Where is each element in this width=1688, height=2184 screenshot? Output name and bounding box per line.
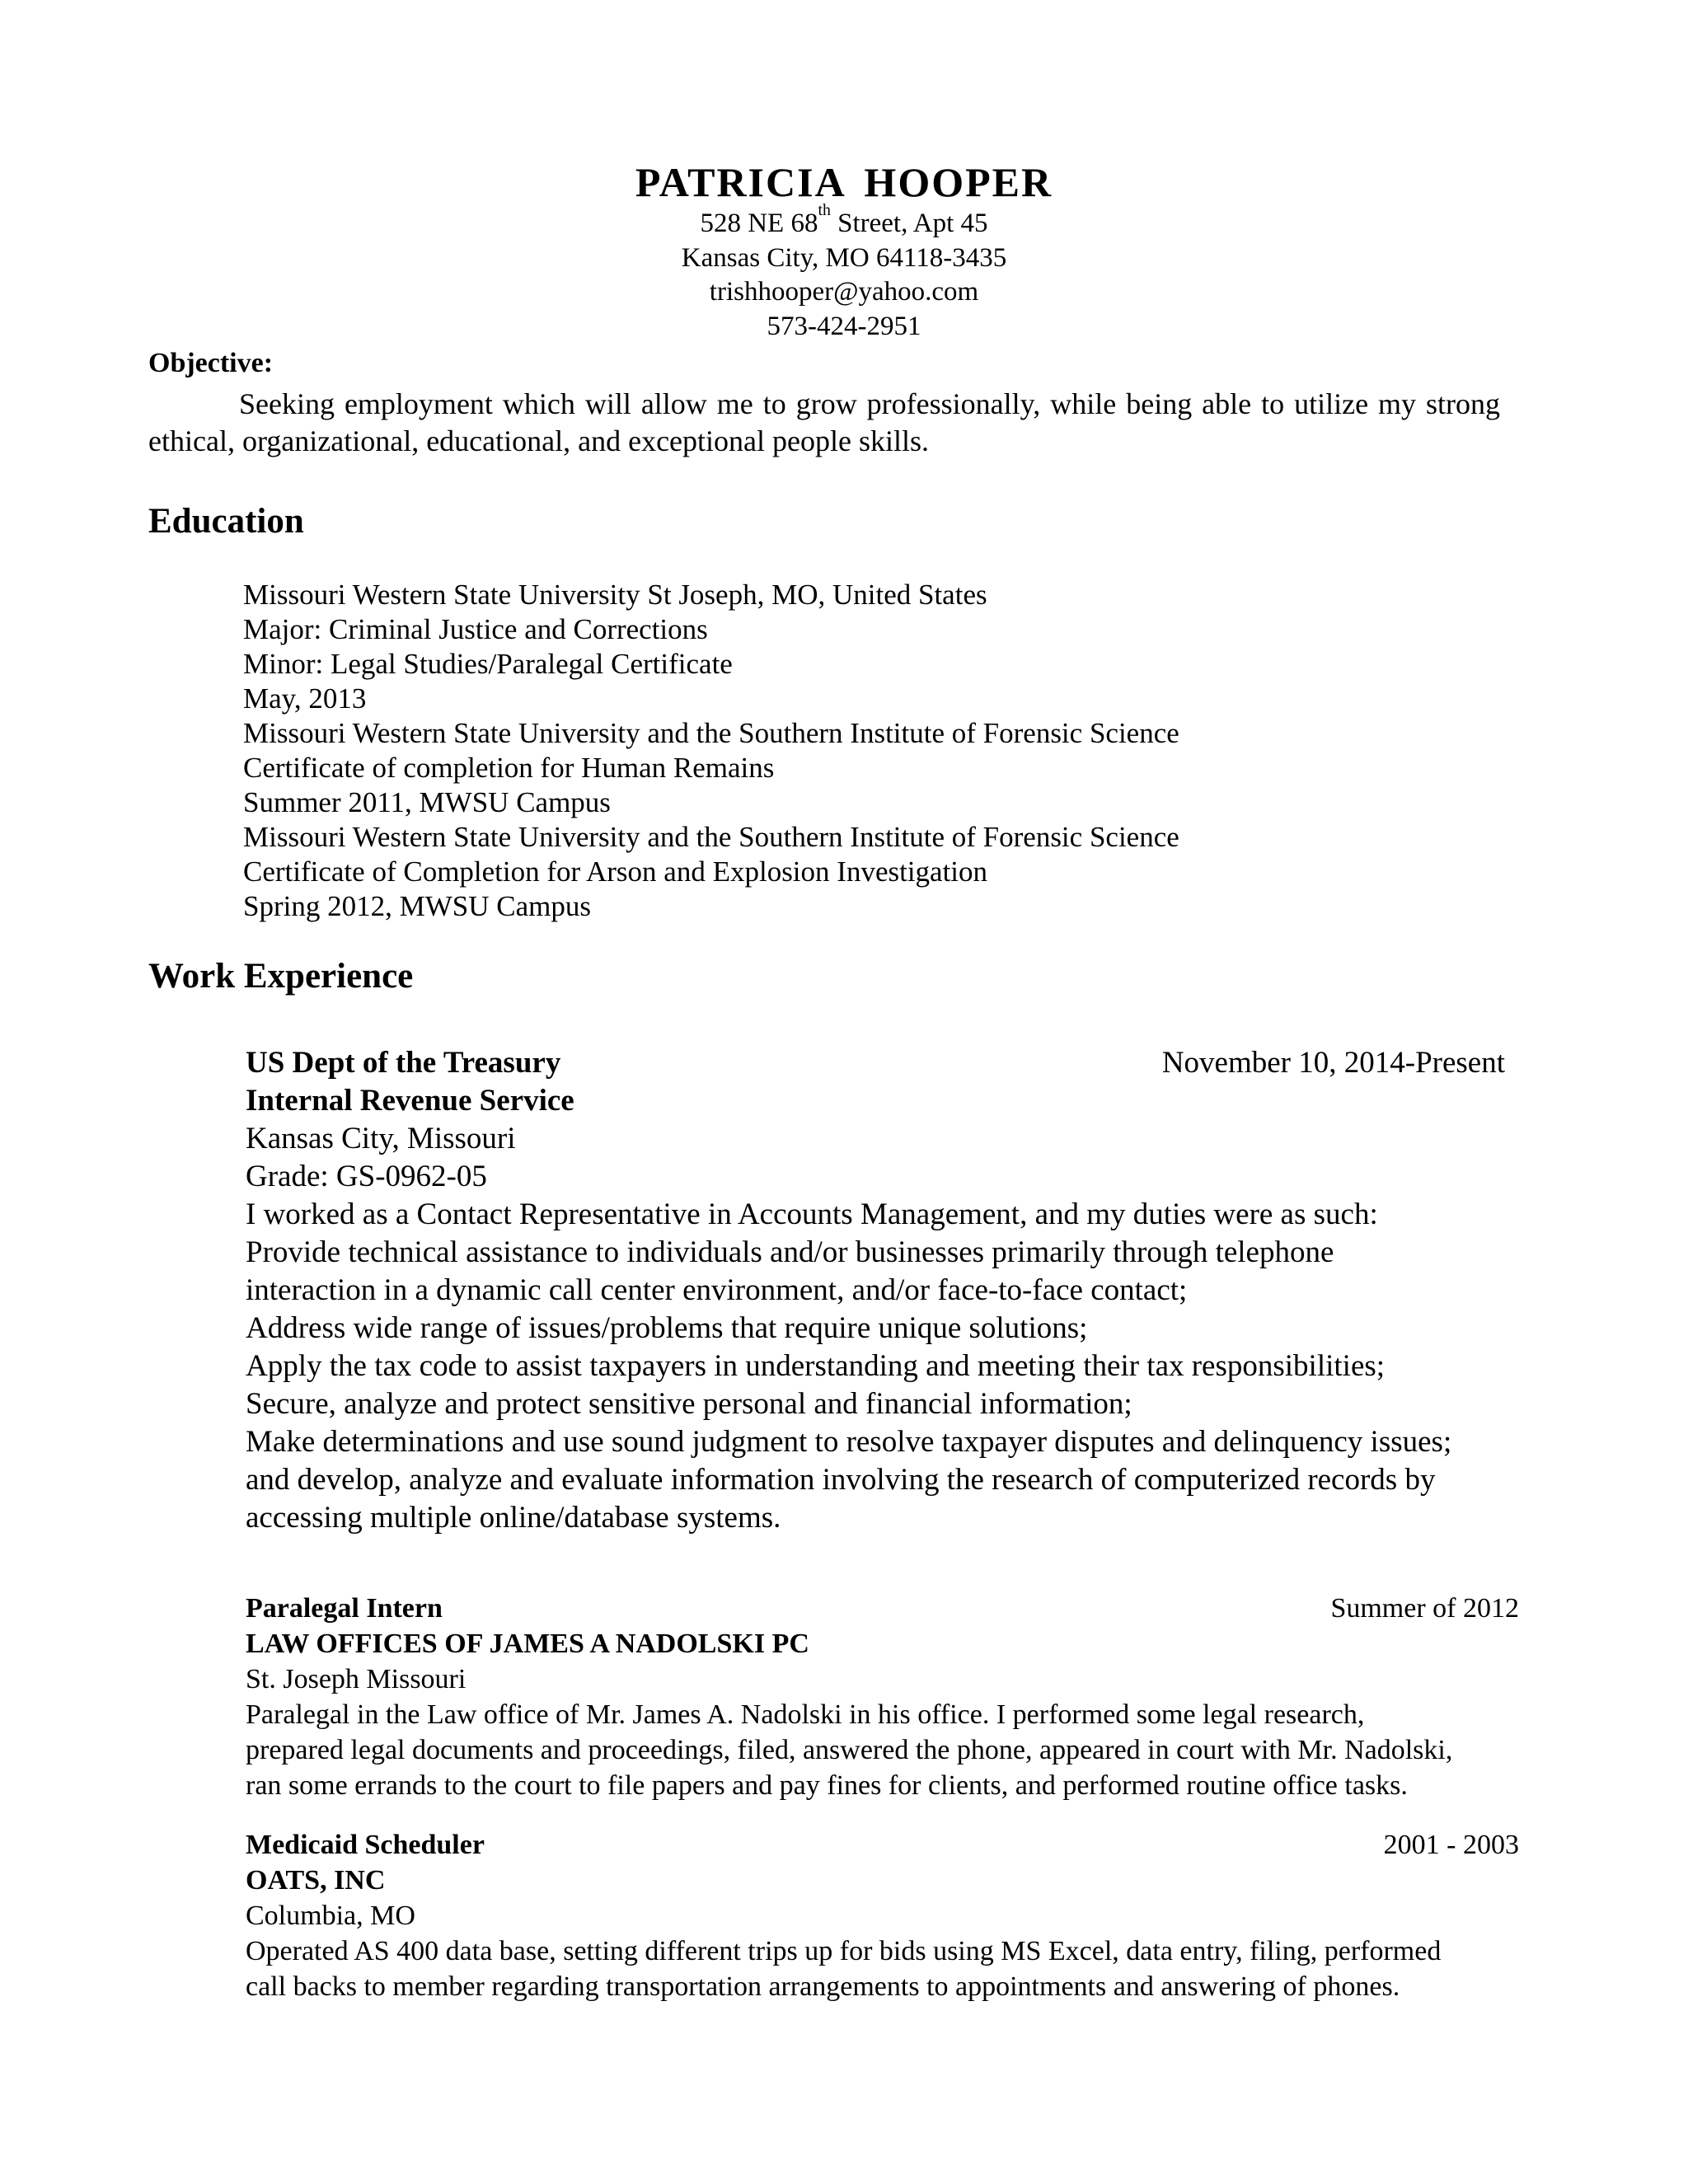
email: trishhooper@yahoo.com [709, 277, 979, 307]
job-title: US Dept of the Treasury [246, 1046, 561, 1080]
job-org: OATS, INC [246, 1865, 386, 1896]
education-line: Spring 2012, MWSU Campus [243, 890, 591, 922]
applicant-name: PATRICIA HOOPER [635, 159, 1053, 205]
job-description-line: Make determinations and use sound judgment to resolve taxpayer disputes and delinquency issues; [246, 1425, 1452, 1459]
education-line: Missouri Western State University and the Southern Institute of Forensic Science [243, 821, 1179, 853]
job-description-line: accessing multiple online/database systems. [246, 1501, 781, 1535]
job-date: November 10, 2014-Present [1161, 1046, 1505, 1080]
job-description-line: prepared legal documents and proceedings, filed, answered the phone, appeared in court with Mr. Nadolski, [246, 1735, 1453, 1765]
work-heading: Work Experience [148, 957, 414, 996]
city-line: Kansas City, MO 64118-3435 [681, 243, 1007, 273]
job-title: Medicaid Scheduler [246, 1830, 485, 1860]
job-date: Summer of 2012 [1330, 1593, 1519, 1624]
job-description-line: ran some errands to the court to file papers and pay fines for clients, and performed routine office tasks. [246, 1770, 1408, 1801]
phone: 573-424-2951 [767, 312, 921, 341]
education-line: Certificate of Completion for Arson and Explosion Investigation [243, 855, 988, 888]
job-org: LAW OFFICES OF JAMES A NADOLSKI PC [246, 1629, 809, 1659]
education-heading: Education [148, 502, 304, 541]
job-description-line: interaction in a dynamic call center environment, and/or face-to-face contact; [246, 1273, 1188, 1307]
education-line: Missouri Western State University St Joseph, MO, United States [243, 579, 987, 611]
objective-label: Objective: [148, 348, 274, 378]
job-description-line: Operated AS 400 data base, setting different trips up for bids using MS Excel, data entry, filing, performed [246, 1936, 1442, 1966]
job-description-line: and develop, analyze and evaluate information involving the research of computerized records by [246, 1463, 1436, 1497]
job-location: Kansas City, Missouri [246, 1122, 516, 1155]
job-location: Columbia, MO [246, 1900, 415, 1931]
education-line: Major: Criminal Justice and Corrections [243, 613, 708, 645]
job-description-line: Paralegal in the Law office of Mr. James A. Nadolski in his office. I performed some legal research, [246, 1699, 1365, 1730]
job-title: Paralegal Intern [246, 1593, 443, 1624]
education-line: Minor: Legal Studies/Paralegal Certificate [243, 648, 733, 680]
job-description-line: Secure, analyze and protect sensitive personal and financial information; [246, 1387, 1132, 1421]
job-location: St. Joseph Missouri [246, 1664, 467, 1694]
job-date: 2001 - 2003 [1383, 1830, 1519, 1860]
education-line: Missouri Western State University and the Southern Institute of Forensic Science [243, 717, 1179, 749]
address-line: 528 NE 68th Street, Apt 45 [700, 201, 988, 238]
education-line: Summer 2011, MWSU Campus [243, 786, 611, 818]
objective-text: Seeking employment which will allow me to grow professionally, while being able to utilize my strong ethical, organizational, educational, and exceptional people skills. [148, 387, 1500, 457]
job-org: Internal Revenue Service [246, 1084, 574, 1118]
education-line: Certificate of completion for Human Remains [243, 752, 775, 784]
education-line: May, 2013 [243, 682, 367, 715]
job-description-line: call backs to member regarding transportation arrangements to appointments and answering of phones. [246, 1971, 1400, 2002]
job-description-line: Provide technical assistance to individuals and/or businesses primarily through telephone [246, 1235, 1334, 1269]
job-description-line: Address wide range of issues/problems that require unique solutions; [246, 1311, 1088, 1345]
job-description-line: Apply the tax code to assist taxpayers in understanding and meeting their tax responsibilities; [246, 1349, 1386, 1383]
job-description-line: I worked as a Contact Representative in Accounts Management, and my duties were as such: [246, 1197, 1378, 1231]
job-grade: Grade: GS-0962-05 [246, 1160, 487, 1193]
